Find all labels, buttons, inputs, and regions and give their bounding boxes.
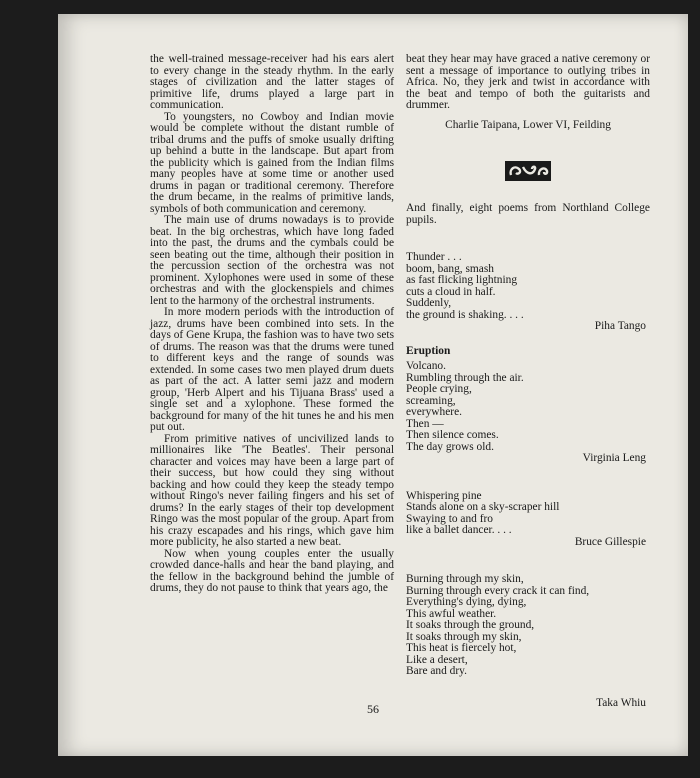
poem-line: It soaks through my skin, [406,630,522,643]
poem-author: Virginia Leng [582,452,646,464]
poem-line: Suddenly, [406,297,452,309]
poem-line: Bare and dry. [406,665,467,677]
left-column [150,54,394,595]
poem-author: Piha Tango [594,320,646,332]
poem [406,361,650,453]
poem-line: Then silence comes. [406,429,499,441]
poem-line: Burning through my skin, [406,573,524,585]
poem-line: It soaks through the ground, [406,619,535,631]
poem [406,574,650,678]
poem-line: This heat is fiercely hot, [406,642,517,654]
essay-paragraph: Now when young couples enter the usually crowded dance-halls and hear the band playing, and the fellow in the background behind the jumble of drums, they do not pause to think that years ago, the [150,547,394,594]
poem-line: Burning through every crack it can find, [406,584,590,597]
poem-line: boom, bang, smash [406,262,494,275]
essay-paragraph: In more modern periods with the introduction of jazz, drums have been combined into sets. In the days of Gene Krupa, the fashion was to have two sets of drums. The reason was that the drums were tuned to different keys and the range of sounds was extended. In some cases two men played drum duets as part of the act. A latter semi jazz and modern group, 'Herb Alpert and his Tijuana Brass' used a single set and a xylophone. These formed the background for many of the hit tunes he and his men put out. [150,306,394,433]
poem-line: Stands alone on a sky-scraper hill [406,501,560,513]
poem-author: Bruce Gillespie [574,535,646,548]
poem-line: cuts a cloud in half. [406,285,496,298]
poem-line: the ground is shaking. . . . [406,308,524,321]
essay-paragraph: To youngsters, no Cowboy and Indian movie would be complete without the distant rumble of tribal drums and the puffs of smoke usually drifting up behind a butte in the landscape. But apart from the publicity which is gained from the Indian films many peoples have at some time or another used drums in pagan or traditional ceremony. Therefore the drum became, in the realms of primitive lands, symbols of both communication and ceremony. [150,110,394,215]
right-column [406,54,650,709]
poem-line: Swaying to and fro [406,512,493,525]
poems-intro: And finally, eight poems from Northland College pupils. [406,202,650,226]
poem-line: Like a desert, [406,653,468,666]
poem-line: This awful weather. [406,607,497,620]
poem-line: Volcano. [406,360,446,372]
essay-continuation: beat they hear may have graced a native ceremony or sent a message of importance to outlying tribes in Africa. No, they jerk and twist in accordance with the beat and tempo of both the guitarists and drummer. [406,53,650,111]
essay-paragraph: the well-trained message-receiver had his ears alert to every change in the steady rhythm. In the early stages of civilization and the latter stages of primitive life, drums played a large part in communication. [150,53,394,111]
poem-line: Thunder . . . [406,251,462,263]
poem-line: Whispering pine [406,489,482,502]
poem-line: Rumbling through the air. [406,371,524,384]
essay-paragraph: The main use of drums nowadays is to provide beat. In the big orchestras, which have long faded into the past, the drums and the cymbals could be seen beating out the time, although their position in the percussion section of the orchestra was not prominent. Xylophones were used in some of these orchestras and with the glockenspiels and chimes lent to the harmony of the orchestral instruments. [150,214,394,307]
poem-line: Then — [406,417,444,430]
poem [406,252,650,321]
poem-line: Everything's dying, dying, [406,596,527,608]
poem-line: like a ballet dancer. . . . [406,524,512,536]
scanned-page [58,14,688,756]
poem-title: Eruption [406,344,451,357]
poem-line: as fast flicking lightning [406,274,518,286]
poem [406,491,650,537]
page-number: 56 [367,702,379,716]
essay-credit: Charlie Taipana, Lower VI, Feilding [445,118,611,131]
poem-line: The day grows old. [406,440,494,453]
poem-line: everywhere. [406,406,462,418]
poem-line: People crying, [406,383,472,395]
poem-line: screaming, [406,394,456,407]
koru-ornament-icon [406,161,650,181]
essay-paragraph: From primitive natives of uncivilized lands to millionaires like 'The Beatles'. Their personal character and voices may have been a large part of their success, but how could they sing without backing and how could they keep the steady tempo without Ringo's never failing fingers and his set of drums? In the early stages of their top development Ringo was the most popular of the group. Apart from his crazy escapades and his rings, which gave him more publicity, he also started a new beat. [150,432,394,548]
koru-scroll-icon [505,161,551,181]
poem-author: Taka Whiu [596,696,646,709]
